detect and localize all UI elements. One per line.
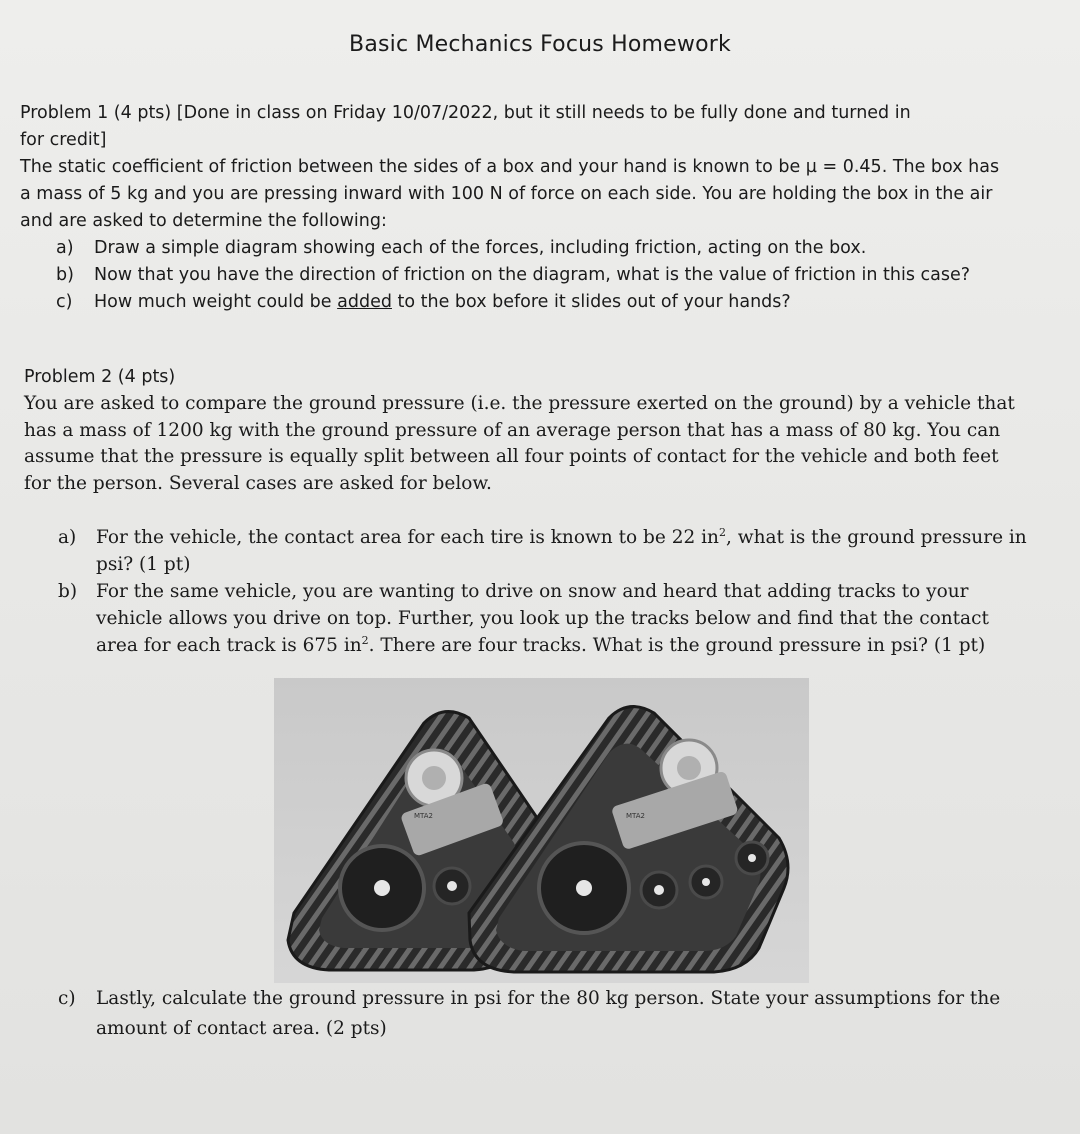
snow-tracks-image xyxy=(274,678,809,983)
problem-2-list xyxy=(58,524,1048,659)
problem-2-body-line-3: assume that the pressure is equally split between all four points of contact for the vehicle and both feet xyxy=(24,446,999,467)
problem-2-body-line-1: You are asked to compare the ground pressure (i.e. the pressure exerted on the ground) by a vehicle that xyxy=(24,393,1015,414)
problem-1 xyxy=(20,100,1045,316)
problem-2-body xyxy=(24,391,1054,497)
item-line-2: psi? (1 pt) xyxy=(96,554,191,575)
item-content xyxy=(96,984,1000,1044)
item-marker: c) xyxy=(56,292,73,312)
item-line-3-text: area for each track is 675 in xyxy=(96,635,362,656)
item-text: Now that you have the direction of friction on the diagram, what is the value of friction in this case? xyxy=(94,265,971,285)
problem-2-body-line-2: has a mass of 1200 kg with the ground pressure of an average person that has a mass of 80 kg. You can xyxy=(24,419,1001,441)
problem-1-item-a xyxy=(56,235,1045,262)
item-marker: b) xyxy=(58,581,78,602)
problem-2-body-line-4: for the person. Several cases are asked for below. xyxy=(24,472,492,494)
item-marker: a) xyxy=(56,238,74,258)
item-line-1: For the same vehicle, you are wanting to drive on snow and heard that adding tracks to your xyxy=(96,581,969,602)
item-text-before: How much weight could be xyxy=(94,292,338,312)
track-label-right: MTA2 xyxy=(626,812,646,820)
item-content xyxy=(96,578,989,659)
problem-2-item-a xyxy=(58,524,1048,578)
problem-1-heading-line-1: Problem 1 (4 pts) [Done in class on Friday 10/07/2022, but it still needs to be fully done and turned in xyxy=(20,103,911,123)
problem-2 xyxy=(24,364,1054,497)
problem-1-body-line-2: a mass of 5 kg and you are pressing inward with 100 N of force on each side. You are holding the box in the air xyxy=(20,184,993,204)
item-line-1-text: For the vehicle, the contact area for each tire is known to be 22 in xyxy=(96,527,719,548)
superscript: 2 xyxy=(361,633,369,647)
track-label-left: MTA2 xyxy=(414,812,434,820)
item-marker: a) xyxy=(58,527,77,548)
item-line-2: vehicle allows you drive on top. Further, you look up the tracks below and find that the contact xyxy=(96,608,989,629)
problem-1-body-line-1: The static coefficient of friction between the sides of a box and your hand is known to be µ = 0.45. The box has xyxy=(20,157,1000,177)
item-line-1: Lastly, calculate the ground pressure in psi for the 80 kg person. State your assumptions for the xyxy=(96,988,1001,1009)
item-line-3 xyxy=(96,632,989,659)
item-text xyxy=(94,289,791,316)
problem-1-body-line-3: and are asked to determine the following: xyxy=(20,211,387,231)
item-content xyxy=(96,524,1027,578)
problem-1-item-b xyxy=(56,262,1045,289)
item-text-underlined: added xyxy=(337,292,392,312)
superscript: 2 xyxy=(718,525,726,539)
item-marker: c) xyxy=(58,988,76,1009)
item-line-2: amount of contact area. (2 pts) xyxy=(96,1018,387,1039)
problem-1-item-c xyxy=(56,289,1045,316)
item-line-1-rest: , what is the ground pressure in xyxy=(725,527,1027,548)
item-text: Draw a simple diagram showing each of the forces, including friction, acting on the box. xyxy=(94,238,867,258)
problem-2-heading: Problem 2 (4 pts) xyxy=(24,367,176,387)
item-marker: b) xyxy=(56,265,74,285)
problem-2-item-c-row xyxy=(58,984,1048,1044)
problem-2-item-b xyxy=(58,578,1048,659)
page-title: Basic Mechanics Focus Homework xyxy=(349,32,731,57)
item-text-after: to the box before it slides out of your hands? xyxy=(391,292,791,312)
problem-1-list xyxy=(56,235,1045,316)
item-line-3-rest: . There are four tracks. What is the ground pressure in psi? (1 pt) xyxy=(368,635,986,656)
item-line-1 xyxy=(96,524,1027,551)
problem-2-item-c xyxy=(58,984,1048,1044)
problem-1-heading-line-2: for credit] xyxy=(20,130,107,150)
